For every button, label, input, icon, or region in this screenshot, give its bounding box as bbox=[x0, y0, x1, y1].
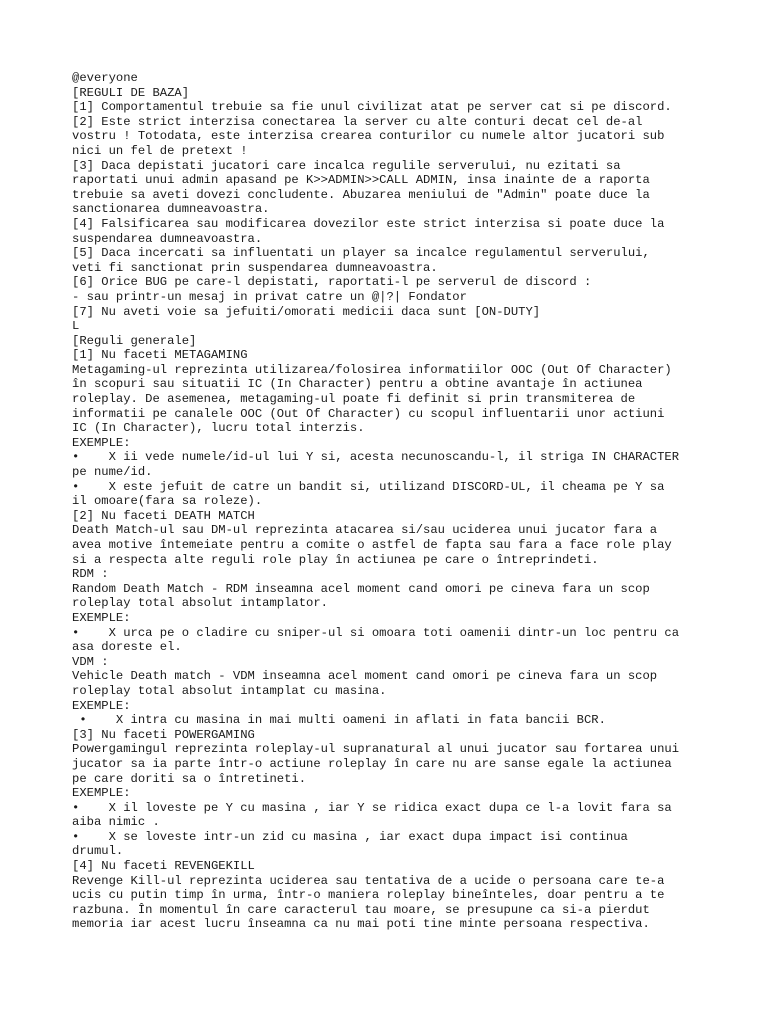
document-line: memoria iar acest lucru înseamna ca nu mai poti tine minte persoana respectiva. bbox=[72, 917, 650, 932]
document-line: roleplay total absolut intamplat cu masina. bbox=[72, 683, 387, 698]
document-line: @everyone bbox=[72, 71, 138, 85]
document-page bbox=[72, 71, 712, 932]
document-line: [4] Nu faceti REVENGEKILL bbox=[72, 859, 255, 874]
document-line: [2] Este strict interzisa conectarea la server cu alte conturi decat cel de-al bbox=[72, 114, 643, 129]
document-line: [4] Falsificarea sau modificarea dovezilor este strict interzisa si poate duce la bbox=[72, 216, 665, 231]
document-line: • X ii vede numele/id-ul lui Y si, acesta necunoscandu-l, il striga IN CHARACTER bbox=[72, 450, 680, 465]
document-line: roleplay total absolut intamplator. bbox=[72, 596, 328, 611]
document-line: [5] Daca incercati sa influentati un player sa incalce regulamentul serverului, bbox=[72, 246, 650, 261]
document-line: [6] Orice BUG pe care-l depistati, raportati-l pe serverul de discord : bbox=[72, 275, 592, 290]
document-line: razbuna. În momentul în care caracterul tau moare, se presupune ca si-a pierdut bbox=[72, 902, 650, 917]
document-line: pe nume/id. bbox=[72, 465, 153, 480]
document-line: trebuie sa aveti dovezi concludente. Abuzarea meniului de "Admin" poate duce la bbox=[72, 187, 650, 202]
document-line: • X il loveste pe Y cu masina , iar Y se ridica exact dupa ce l-a lovit fara sa bbox=[72, 800, 672, 815]
document-line: în scopuri sau situatii IC (In Character) pentru a obtine avantaje în actiunea bbox=[72, 377, 643, 392]
document-line: EXEMPLE: bbox=[72, 435, 131, 450]
document-line: EXEMPLE: bbox=[72, 698, 131, 713]
document-line: ucis cu putin timp în urma, într-o maniera roleplay bineînteles, doar pentru a te bbox=[72, 888, 665, 903]
document-line: raportati unui admin apasand pe K>>ADMIN>>CALL ADMIN, insa inainte de a raporta bbox=[72, 173, 650, 188]
document-line: asa doreste el. bbox=[72, 640, 182, 655]
document-line: • X intra cu masina in mai multi oameni in aflati in fata bancii BCR. bbox=[72, 713, 606, 728]
document-line: • X este jefuit de catre un bandit si, utilizand DISCORD-UL, il cheama pe Y sa bbox=[72, 479, 665, 494]
document-line: [Reguli generale] bbox=[72, 333, 197, 348]
document-line: nici un fel de pretext ! bbox=[72, 143, 248, 158]
document-line: informatii pe canalele OOC (Out Of Character) cu scopul influentarii unor actiuni bbox=[72, 406, 665, 421]
document-line: roleplay. De asemenea, metagaming-ul poate fi definit si prin transmiterea de bbox=[72, 392, 636, 407]
document-line: IC (In Character), lucru total interzis. bbox=[72, 421, 365, 436]
document-line: [1] Comportamentul trebuie sa fie unul civilizat atat pe server cat si pe discord. bbox=[72, 100, 672, 115]
document-line: drumul. bbox=[72, 844, 124, 859]
document-line: Random Death Match - RDM inseamna acel moment cand omori pe cineva fara un scop bbox=[72, 581, 650, 596]
document-line: Death Match-ul sau DM-ul reprezinta atacarea si/sau uciderea unui jucator fara a bbox=[72, 523, 658, 538]
document-line: VDM : bbox=[72, 654, 109, 669]
document-line: EXEMPLE: bbox=[72, 786, 131, 801]
document-line: Vehicle Death match - VDM inseamna acel moment cand omori pe cineva fara un scop bbox=[72, 669, 658, 684]
document-line: sanctionarea dumneavoastra. bbox=[72, 202, 270, 217]
document-line: veti fi sanctionat prin suspendarea dumneavoastra. bbox=[72, 260, 438, 275]
document-line: [REGULI DE BAZA] bbox=[72, 85, 190, 100]
document-line: [1] Nu faceti METAGAMING bbox=[72, 348, 248, 363]
document-line: L bbox=[72, 319, 80, 334]
document-line: vostru ! Totodata, este interzisa crearea conturilor cu numele altor jucatori sub bbox=[72, 129, 665, 144]
document-line: pe care doriti sa o întretineti. bbox=[72, 771, 307, 786]
document-line: jucator sa ia parte într-o actiune roleplay în care nu are sanse egale la actiunea bbox=[72, 756, 672, 771]
document-line: si a respecta alte reguli role play în actiunea pe care o întreprindeti. bbox=[72, 552, 599, 567]
document-line: suspendarea dumneavoastra. bbox=[72, 231, 263, 246]
document-line: RDM : bbox=[72, 567, 109, 582]
document-line: • X se loveste intr-un zid cu masina , iar exact dupa impact isi continua bbox=[72, 829, 628, 844]
document-line: EXEMPLE: bbox=[72, 610, 131, 625]
document-line: [2] Nu faceti DEATH MATCH bbox=[72, 508, 255, 523]
document-line: [7] Nu aveti voie sa jefuiti/omorati medicii daca sunt [ON-DUTY] bbox=[72, 304, 541, 319]
document-line: avea motive întemeiate pentru a comite o astfel de fapta sau fara a face role play bbox=[72, 538, 672, 552]
document-line: Powergamingul reprezinta roleplay-ul supranatural al unui jucator sau fortarea unui bbox=[72, 742, 680, 757]
document-line: - sau printr-un mesaj in privat catre un @|?| Fondator bbox=[72, 289, 467, 304]
document-line: aiba nimic . bbox=[72, 815, 160, 830]
document-line: • X urca pe o cladire cu sniper-ul si omoara toti oamenii dintr-un loc pentru ca bbox=[72, 625, 680, 640]
document-line: [3] Daca depistati jucatori care incalca regulile serverului, nu ezitati sa bbox=[72, 158, 621, 173]
document-line: il omoare(fara sa roleze). bbox=[72, 494, 263, 509]
document-line: [3] Nu faceti POWERGAMING bbox=[72, 727, 255, 742]
document-line: Metagaming-ul reprezinta utilizarea/folosirea informatiilor OOC (Out Of Character) bbox=[72, 362, 672, 377]
document-line: Revenge Kill-ul reprezinta uciderea sau tentativa de a ucide o persoana care te-a bbox=[72, 873, 665, 888]
